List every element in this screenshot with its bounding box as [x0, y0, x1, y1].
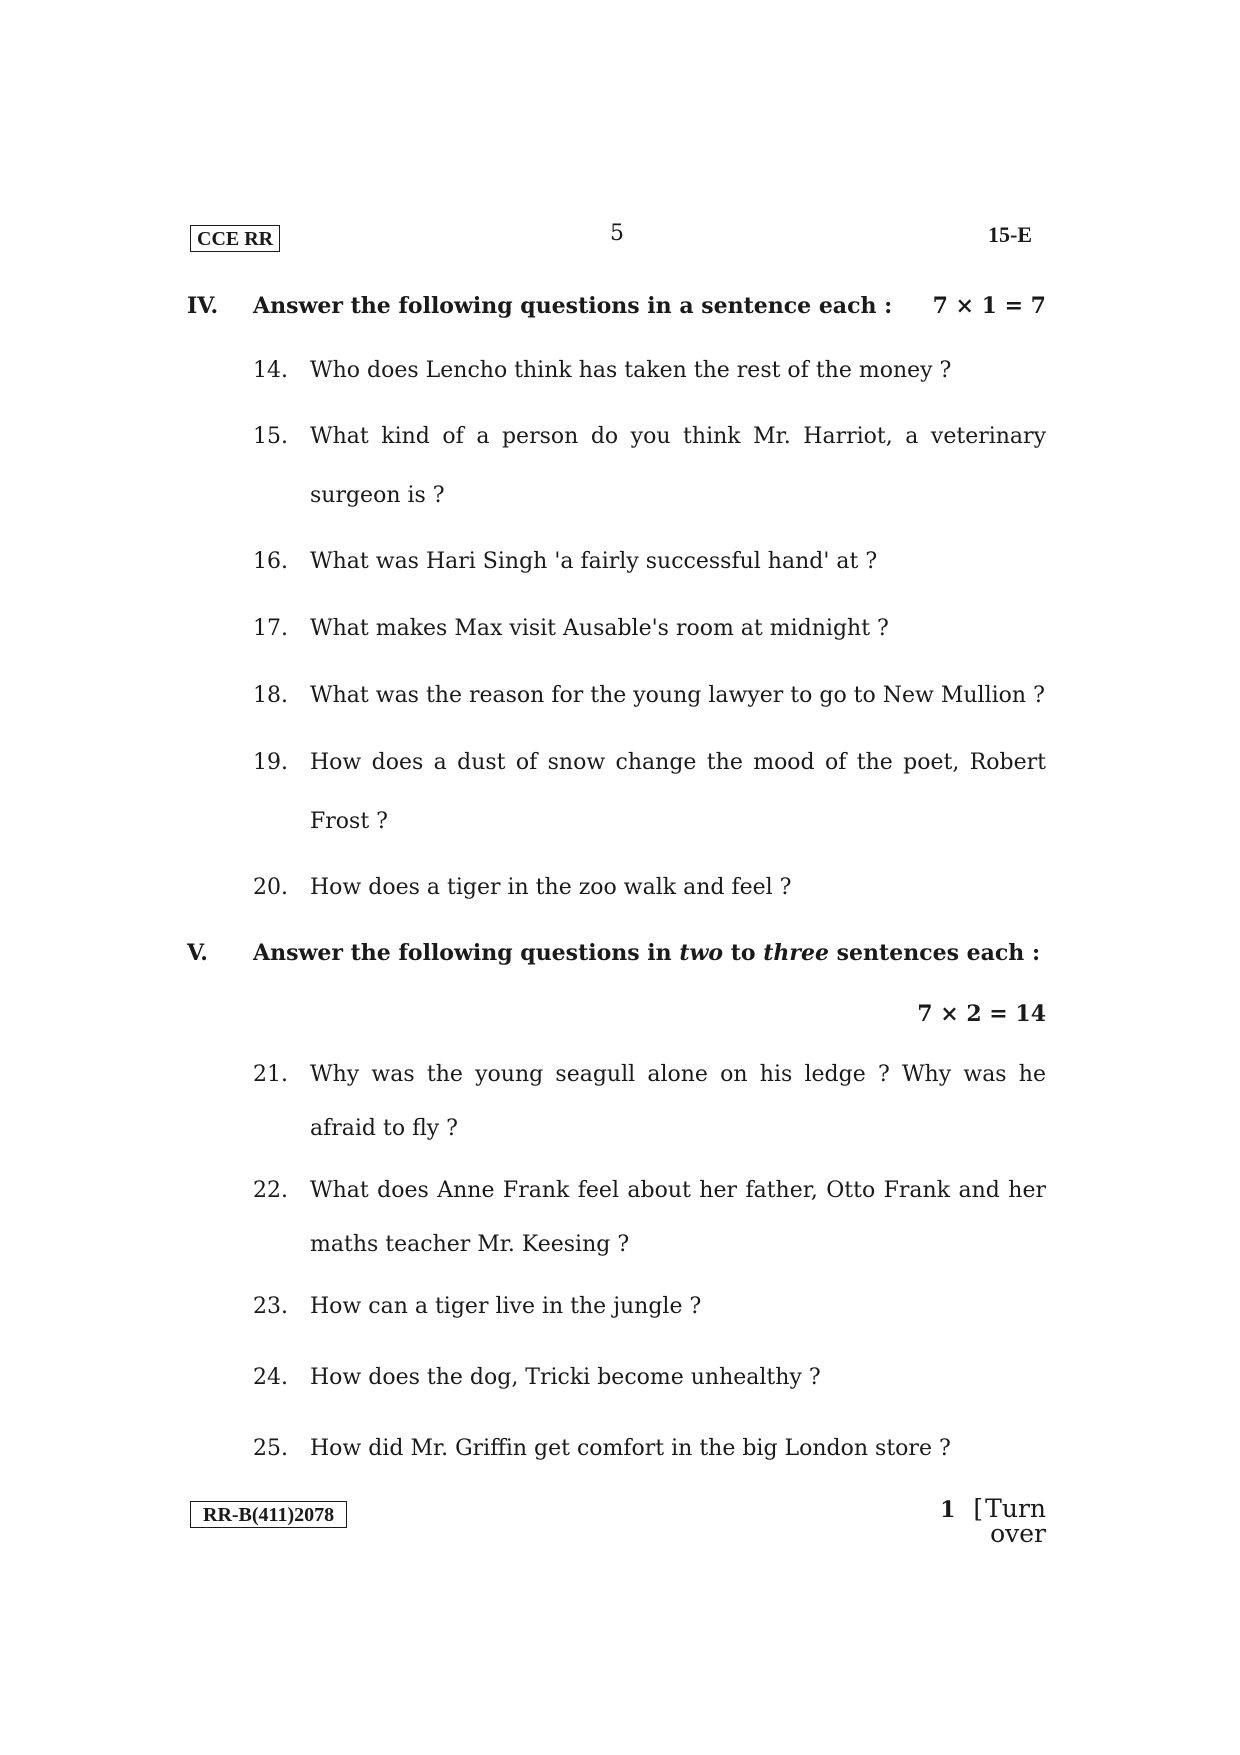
question-text: Who does Lencho think has taken the rest of the money ?: [310, 358, 952, 383]
question-text: How does a dust of snow change the mood of the poet, Robert: [310, 750, 1046, 775]
question-15: [253, 426, 1046, 516]
question-18: [253, 685, 1046, 711]
question-20: [253, 877, 1046, 903]
section-iv-number: IV.: [187, 293, 219, 319]
question-17: [253, 618, 1046, 644]
question-number: 19.: [253, 750, 288, 775]
question-25: [253, 1438, 1046, 1464]
question-22: [253, 1180, 1046, 1264]
question-number: 16.: [253, 549, 288, 574]
question-text-continued: surgeon is ?: [310, 483, 445, 508]
footer-code-box: RR-B(411)2078: [190, 1501, 347, 1528]
question-text: How does a tiger in the zoo walk and feel ?: [310, 875, 792, 900]
question-text: What makes Max visit Ausable's room at midnight ?: [310, 616, 889, 641]
question-19: [253, 752, 1046, 842]
question-24: [253, 1367, 1046, 1393]
paper-code: 15-E: [988, 222, 1032, 247]
question-text: What was Hari Singh 'a fairly successful hand' at ?: [310, 549, 878, 574]
section-v-marks: 7 × 2 = 14: [917, 1001, 1046, 1027]
question-text: How did Mr. Griffin get comfort in the big London store ?: [310, 1436, 951, 1461]
question-16: [253, 551, 1046, 577]
turn-over-text: Turn over: [985, 1494, 1046, 1548]
question-number: 17.: [253, 616, 288, 641]
question-number: 23.: [253, 1294, 288, 1319]
question-text-continued: afraid to fly ?: [310, 1116, 458, 1141]
header-code-box: CCE RR: [190, 225, 280, 252]
question-23: [253, 1296, 1046, 1322]
question-text: What does Anne Frank feel about her father, Otto Frank and her: [310, 1178, 1046, 1203]
section-v-instruction: Answer the following questions in two to three sentences each :: [253, 940, 1041, 966]
question-14: [253, 360, 1046, 386]
sheet-number: 1: [940, 1497, 956, 1523]
section-iv-marks: 7 × 1 = 7: [932, 293, 1046, 319]
section-v-number: V.: [187, 940, 208, 966]
question-21: [253, 1064, 1046, 1148]
question-number: 20.: [253, 875, 288, 900]
question-text: How can a tiger live in the jungle ?: [310, 1294, 702, 1319]
question-text: How does the dog, Tricki become unhealthy ?: [310, 1365, 821, 1390]
question-text: What was the reason for the young lawyer to go to New Mullion ?: [310, 683, 1045, 708]
question-number: 25.: [253, 1436, 288, 1461]
question-text: What kind of a person do you think Mr. Harriot, a veterinary: [310, 424, 1046, 449]
section-iv-instruction: Answer the following questions in a sentence each :: [253, 293, 893, 319]
question-number: 24.: [253, 1365, 288, 1390]
question-text-continued: maths teacher Mr. Keesing ?: [310, 1232, 630, 1257]
question-text: Why was the young seagull alone on his ledge ? Why was he: [310, 1062, 1046, 1087]
question-number: 18.: [253, 683, 288, 708]
question-number: 22.: [253, 1178, 288, 1203]
question-number: 21.: [253, 1062, 288, 1087]
footer-turn-over: [880, 1496, 1046, 1546]
page-number: 5: [610, 221, 624, 246]
bracket: [: [973, 1494, 984, 1523]
question-number: 15.: [253, 424, 288, 449]
question-text-continued: Frost ?: [310, 809, 388, 834]
question-number: 14.: [253, 358, 288, 383]
